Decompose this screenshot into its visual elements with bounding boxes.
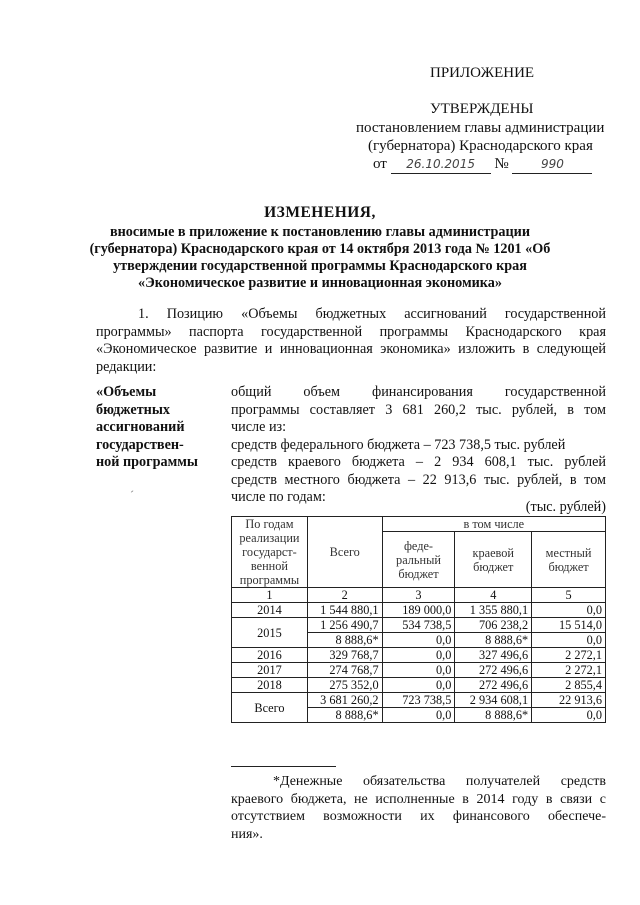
header-years: По годам реализации государст-венной программы (232, 517, 308, 588)
funding-line-6: средств местного бюджета – 22 913,6 тыс. рублей, в том (231, 471, 606, 488)
unit-label: (тыс. рублей) (525, 499, 606, 515)
financing-table (231, 516, 606, 723)
handwritten-number: 990 (512, 155, 592, 174)
table-header-row (232, 517, 606, 532)
position-line-4: государствен- (96, 436, 184, 453)
regional-cell: 272 496,6 (455, 663, 532, 678)
scan-mark: ˊ (130, 488, 134, 502)
appendix-label: ПРИЛОЖЕНИЕ (430, 65, 535, 81)
federal-cell: 0,0 (382, 708, 455, 723)
funding-line-3: числе из: (231, 419, 287, 435)
title-line-3: утверждении государственной программы Краснодарского края (113, 258, 527, 274)
handwritten-date: 26.10.2015 (391, 155, 491, 174)
col-number: 5 (532, 588, 606, 603)
regional-cell: 1 355 880,1 (455, 603, 532, 618)
federal-cell: 534 738,5 (382, 618, 455, 633)
position-line-1: «Объемы (96, 384, 157, 400)
regional-cell: 2 934 608,1 (455, 693, 532, 708)
title-line-2: (губернатора) Краснодарского края от 14 октября 2013 года № 1201 «Об (89, 241, 551, 257)
paragraph-line-3: «Экономическое развитие и инновационная экономика» изложить в следующей (96, 341, 606, 357)
from-label: от (373, 156, 387, 172)
table-row (232, 663, 606, 678)
year-cell: 2014 (232, 603, 308, 618)
local-cell: 0,0 (532, 633, 606, 648)
header-federal: феде-ральный бюджет (382, 532, 455, 588)
title-line-4: «Экономическое развитие и инновационная экономика» (138, 275, 502, 291)
table-row (232, 693, 606, 708)
total-cell: 3 681 260,2 (307, 693, 382, 708)
year-cell: 2016 (232, 648, 308, 663)
number-label: № (494, 156, 509, 172)
header-local: местный бюджет (532, 532, 606, 588)
regional-cell: 272 496,6 (455, 678, 532, 693)
col-number: 2 (307, 588, 382, 603)
total-cell: 275 352,0 (307, 678, 382, 693)
total-cell: 1 544 880,1 (307, 603, 382, 618)
position-line-2: бюджетных (96, 401, 171, 418)
year-cell: 2018 (232, 678, 308, 693)
table-row (232, 603, 606, 618)
local-cell: 2 272,1 (532, 648, 606, 663)
col-number: 1 (232, 588, 308, 603)
year-cell: 2017 (232, 663, 308, 678)
funding-line-5: средств краевого бюджета – 2 934 608,1 тыс. рублей (231, 454, 606, 470)
footnote-line-3: отсутствием возможности их финансового обеспече- (231, 809, 606, 824)
approval-line-2: (губернатора) Краснодарского края (368, 138, 593, 154)
total-label-cell: Всего (232, 693, 308, 723)
regional-cell: 327 496,6 (455, 648, 532, 663)
document-title: ИЗМЕНЕНИЯ, (264, 204, 376, 221)
title-block (0, 224, 640, 292)
footnote-separator (231, 766, 336, 767)
paragraph-line-1: 1. Позицию «Объемы бюджетных ассигнований государственной (138, 306, 606, 322)
decree-date-number (373, 155, 598, 174)
approval-line-1: постановлением главы администрации (356, 120, 605, 136)
paragraph-line-2: программы» паспорта государственной программы Краснодарского края (96, 323, 606, 340)
year-cell: 2015 (232, 618, 308, 648)
position-line-5: ной программы (96, 454, 198, 470)
funding-line-1: общий объем финансирования государственной (231, 384, 606, 400)
position-line-3: ассигнований (96, 419, 185, 435)
header-regional: краевой бюджет (455, 532, 532, 588)
funding-line-7: числе по годам: (231, 489, 326, 505)
total-cell: 329 768,7 (307, 648, 382, 663)
col-number: 4 (455, 588, 532, 603)
funding-description (231, 384, 606, 507)
total-cell: 8 888,6* (307, 633, 382, 648)
funding-line-2: программы составляет 3 681 260,2 тыс. рублей, в том (231, 401, 606, 418)
total-cell: 8 888,6* (307, 708, 382, 723)
federal-cell: 0,0 (382, 678, 455, 693)
position-name (96, 384, 198, 472)
title-line-1: вносимые в приложение к постановлению главы администрации (109, 224, 531, 240)
federal-cell: 0,0 (382, 633, 455, 648)
header-including: в том числе (382, 517, 605, 532)
regional-cell: 8 888,6* (455, 708, 532, 723)
funding-line-4: средств федерального бюджета – 723 738,5 тыс. рублей (231, 436, 566, 453)
regional-cell: 706 238,2 (455, 618, 532, 633)
regional-cell: 8 888,6* (455, 633, 532, 648)
table-row (232, 648, 606, 663)
local-cell: 22 913,6 (532, 693, 606, 708)
footnote-line-4: ния». (231, 826, 263, 842)
footnote (231, 773, 606, 843)
local-cell: 2 272,1 (532, 663, 606, 678)
local-cell: 15 514,0 (532, 618, 606, 633)
paragraph-line-4: редакции: (96, 358, 157, 375)
table-row (232, 618, 606, 633)
header-total: Всего (307, 517, 382, 588)
local-cell: 0,0 (532, 708, 606, 723)
local-cell: 2 855,4 (532, 678, 606, 693)
federal-cell: 0,0 (382, 648, 455, 663)
paragraph-1 (96, 306, 606, 376)
total-cell: 274 768,7 (307, 663, 382, 678)
local-cell: 0,0 (532, 603, 606, 618)
footnote-line-1: *Денежные обязательства получателей средств (273, 774, 606, 789)
federal-cell: 723 738,5 (382, 693, 455, 708)
table-row (232, 678, 606, 693)
col-number: 3 (382, 588, 455, 603)
footnote-line-2: краевого бюджета, не исполненные в 2014 году в связи с (231, 791, 606, 807)
table-column-numbers (232, 588, 606, 603)
total-cell: 1 256 490,7 (307, 618, 382, 633)
approved-label: УТВЕРЖДЕНЫ (430, 101, 534, 117)
federal-cell: 189 000,0 (382, 603, 455, 618)
federal-cell: 0,0 (382, 663, 455, 678)
